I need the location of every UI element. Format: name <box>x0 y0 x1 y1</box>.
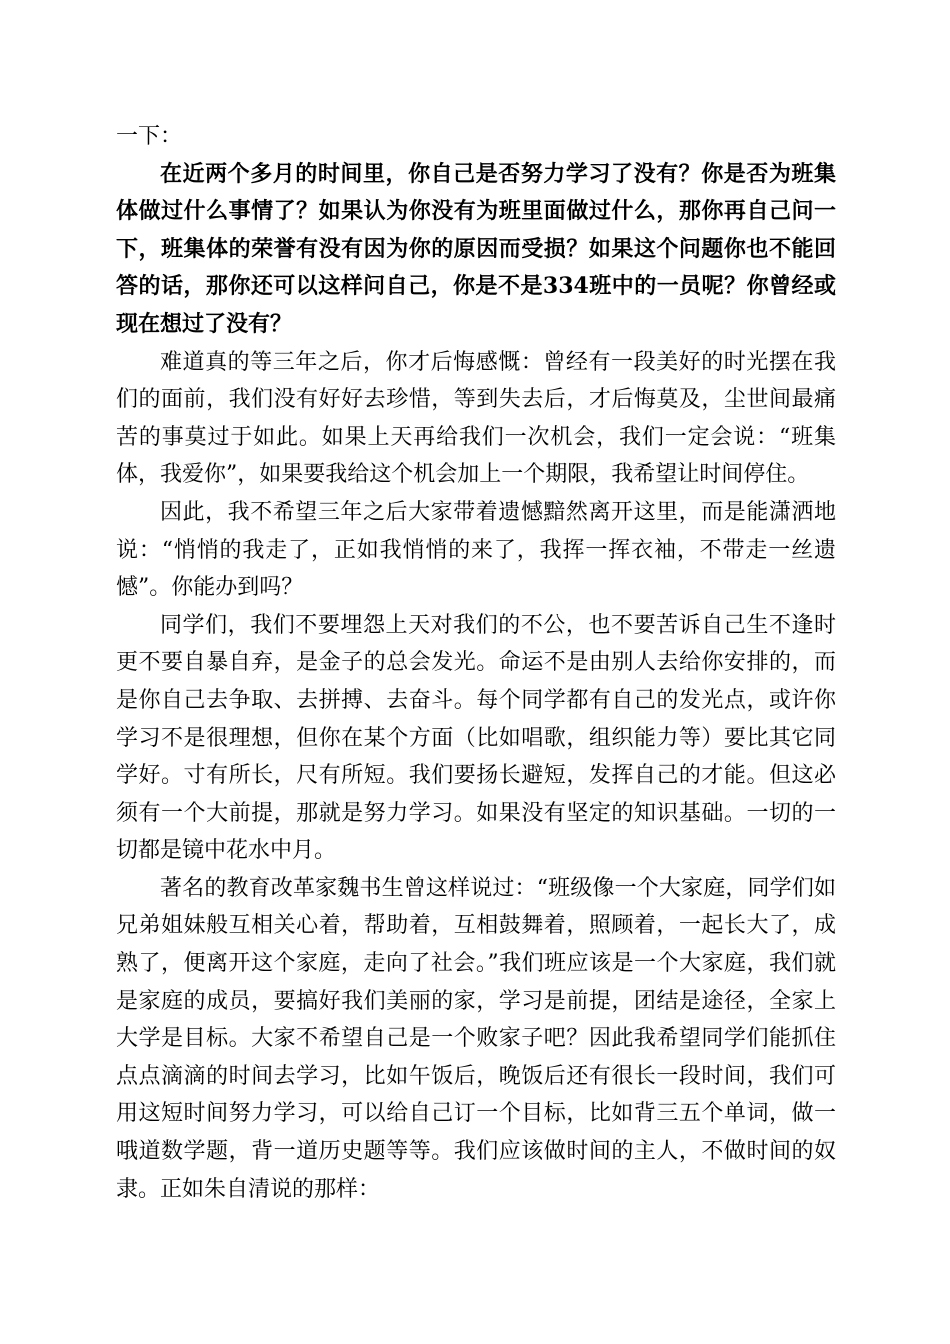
paragraph-encouragement: 同学们，我们不要埋怨上天对我们的不公，也不要苦诉自己生不逢时更不要自暴自弃，是金子的总会发光。命运不是由别人去给你安排的，而是你自己去争取、去拼搏、去奋斗。每个同学都有自己的发光点，或许你学习不是很理想，但你在某个方面（比如唱歌，组织能力等）要比其它同学好。寸有所长，尺有所短。我们要扬长避短，发挥自己的才能。但这必须有一个大前提，那就是努力学习。如果没有坚定的知识基础。一切的一切都是镜中花水中月。 <box>116 612 836 864</box>
paragraph-regret: 难道真的等三年之后，你才后悔感慨：曾经有一段美好的时光摆在我们的面前，我们没有好好去珍惜，等到失去后，才后悔莫及，尘世间最痛苦的事莫过于如此。如果上天再给我们一次机会，我们一定会说：“班集体，我爱你”，如果要我给这个机会加上一个期限，我希望让时间停住。 <box>116 349 836 488</box>
paragraph-farewell: 因此，我不希望三年之后大家带着遗憾黯然离开这里，而是能潇洒地说：“悄悄的我走了，正如我悄悄的来了，我挥一挥衣袖，不带走一丝遗憾”。你能办到吗？ <box>116 499 836 601</box>
document-body <box>116 118 836 1208</box>
paragraph-continuation: 一下： <box>116 124 183 149</box>
paragraph-bold-questions: 在近两个多月的时间里，你自己是否努力学习了没有？你是否为班集体做过什么事情了？如果认为你没有为班里面做过什么，那你再自己问一下，班集体的荣誉有没有因为你的原因而受损？如果这个问题你也不能回答的话，那你还可以这样问自己，你是不是334班中的一员呢？你曾经或现在想过了没有？ <box>116 160 836 337</box>
paragraph-quote-wei-shusheng: 著名的教育改革家魏书生曾这样说过：“班级像一个大家庭，同学们如兄弟姐妹般互相关心着，帮助着，互相鼓舞着，照顾着，一起长大了，成熟了，便离开这个家庭，走向了社会。”我们班应该是一个大家庭，我们就是家庭的成员，要搞好我们美丽的家，学习是前提，团结是途径，全家上大学是目标。大家不希望自己是一个败家子吧？因此我希望同学们能抓住点点滴滴的时间去学习，比如午饭后，晚饭后还有很长一段时间，我们可用这短时间努力学习，可以给自己订一个目标，比如背三五个单词，做一哦道数学题，背一道历史题等等。我们应该做时间的主人，不做时间的奴隶。正如朱自清说的那样： <box>116 875 836 1202</box>
